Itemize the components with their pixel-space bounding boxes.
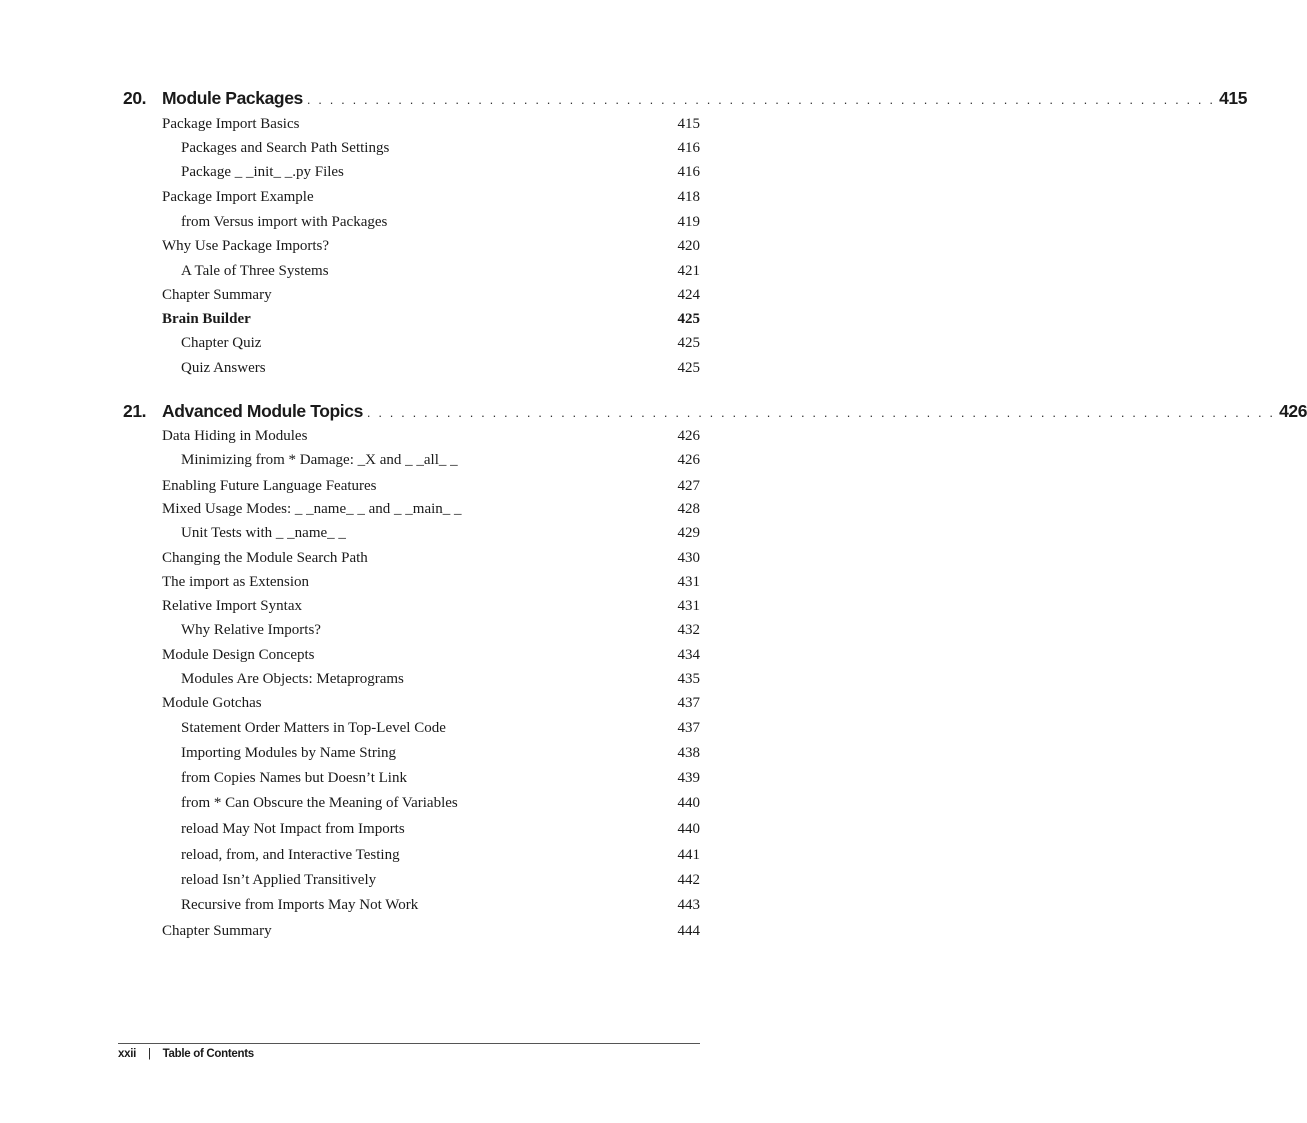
entry-label: Chapter Summary — [162, 287, 272, 303]
entry-page: 421 — [677, 263, 700, 279]
entry-label: Module Design Concepts — [162, 647, 315, 663]
toc-entry[interactable] — [162, 694, 700, 712]
chapter-heading[interactable] — [123, 88, 1248, 109]
chapter-heading[interactable] — [123, 401, 1307, 422]
entry-label: Recursive from Imports May Not Work — [181, 897, 419, 913]
entry-label: Packages and Search Path Settings — [181, 140, 390, 156]
chapter-page: 426 — [1279, 401, 1307, 421]
dot-leader: . . . . . . . . . . . . . . . . . . . . . . . . . . . . . . . . . . . . . . . . . . . . . . . . . . . . . . . . . . . . . . . . . . . . . . . . . . . . . . . . — [306, 92, 1216, 107]
toc-entry[interactable] — [181, 719, 700, 737]
entry-label: A Tale of Three Systems — [181, 263, 329, 279]
entry-page: 429 — [677, 525, 700, 541]
toc-entry[interactable] — [181, 451, 700, 469]
entry-label: Why Relative Imports? — [181, 622, 321, 638]
entry-label: from Copies Names but Doesn’t Link — [181, 770, 407, 786]
toc-entry[interactable] — [162, 477, 700, 495]
chapter-page: 415 — [1219, 88, 1248, 108]
toc-entry[interactable] — [181, 139, 700, 157]
entry-label: Brain Builder — [162, 311, 251, 327]
entry-page: 419 — [677, 214, 700, 230]
entry-label: Package Import Basics — [162, 116, 300, 132]
entry-page: 439 — [677, 770, 700, 786]
dot-leader: . . . . . . . . . . . . . . . . . . . . . . . . . . . . . . . . . . . . . . . . . . . . . . . . . . . . . . . . . . . . . . . . . . . . . . . . . . . . . . . . — [366, 405, 1276, 420]
footer-separator: | — [147, 1048, 151, 1060]
toc-entry[interactable] — [181, 359, 700, 377]
entry-page: 440 — [677, 795, 700, 811]
entry-page: 425 — [677, 360, 700, 376]
entry-page: 432 — [677, 622, 700, 638]
entry-label: Package _ _init_ _.py Files — [181, 164, 344, 180]
entry-page: 444 — [677, 923, 700, 939]
entry-label: Relative Import Syntax — [162, 598, 302, 614]
entry-label: reload Isn’t Applied Transitively — [181, 872, 377, 888]
entry-page: 442 — [677, 872, 700, 888]
entry-label: Chapter Quiz — [181, 335, 262, 351]
entry-page: 431 — [677, 598, 700, 614]
entry-page: 416 — [677, 164, 700, 180]
toc-entry[interactable] — [162, 115, 700, 133]
footer-rule — [118, 1043, 700, 1044]
entry-label: The import as Extension — [162, 574, 310, 590]
entry-label: Modules Are Objects: Metaprograms — [181, 671, 404, 687]
toc-entry[interactable] — [181, 871, 700, 889]
entry-label: Data Hiding in Modules — [162, 428, 308, 444]
entry-label: Enabling Future Language Features — [162, 478, 377, 494]
entry-page: 431 — [677, 574, 700, 590]
toc-entry[interactable] — [181, 794, 700, 812]
toc-entry[interactable] — [181, 334, 700, 352]
entry-page: 441 — [677, 847, 700, 863]
toc-entry[interactable] — [162, 310, 700, 328]
entry-page: 438 — [677, 745, 700, 761]
entry-page: 427 — [677, 478, 700, 494]
entry-label: Package Import Example — [162, 189, 314, 205]
entry-page: 443 — [677, 897, 700, 913]
entry-label: Why Use Package Imports? — [162, 238, 330, 254]
toc-entry[interactable] — [162, 646, 700, 664]
toc-entry[interactable] — [162, 237, 700, 255]
entry-label: reload, from, and Interactive Testing — [181, 847, 400, 863]
toc-entry[interactable] — [181, 670, 700, 688]
entry-label: Changing the Module Search Path — [162, 550, 368, 566]
toc-entry[interactable] — [162, 549, 700, 567]
entry-label: Statement Order Matters in Top-Level Code — [181, 720, 446, 736]
toc-entry[interactable] — [181, 896, 700, 914]
footer-section-title: Table of Contents — [162, 1048, 254, 1060]
entry-label: Minimizing from * Damage: _X and _ _all_ _ — [181, 452, 458, 468]
entry-label: from Versus import with Packages — [181, 214, 388, 230]
entry-page: 426 — [677, 452, 700, 468]
entry-page: 437 — [677, 720, 700, 736]
entry-label: from * Can Obscure the Meaning of Variables — [181, 795, 458, 811]
toc-entry[interactable] — [181, 621, 700, 639]
chapter-number: 20. — [123, 88, 147, 108]
entry-page: 420 — [677, 238, 700, 254]
toc-entry[interactable] — [162, 922, 700, 940]
toc-entry[interactable] — [181, 769, 700, 787]
toc-entry[interactable] — [162, 573, 700, 591]
toc-entry[interactable] — [181, 846, 700, 864]
toc-entry[interactable] — [181, 744, 700, 762]
entry-page: 425 — [677, 335, 700, 351]
entry-page: 418 — [677, 189, 700, 205]
page-footer — [118, 1048, 254, 1060]
entry-page: 430 — [677, 550, 700, 566]
entry-page: 415 — [677, 116, 700, 132]
chapter-number: 21. — [123, 401, 147, 421]
toc-entry[interactable] — [181, 262, 700, 280]
entry-label: Quiz Answers — [181, 360, 266, 376]
entry-page: 437 — [677, 695, 700, 711]
entry-label: reload May Not Impact from Imports — [181, 821, 405, 837]
toc-entry[interactable] — [181, 213, 700, 231]
entry-label: Mixed Usage Modes: _ _name_ _ and _ _main_ _ — [162, 501, 462, 517]
toc-entry[interactable] — [162, 500, 700, 518]
entry-page: 425 — [677, 311, 700, 327]
entry-page: 426 — [677, 428, 700, 444]
entry-label: Importing Modules by Name String — [181, 745, 396, 761]
entry-page: 440 — [677, 821, 700, 837]
toc-entry[interactable] — [162, 286, 700, 304]
toc-entry[interactable] — [162, 597, 700, 615]
toc-entry[interactable] — [181, 524, 700, 542]
footer-page-number: xxii — [118, 1048, 136, 1060]
toc-entry[interactable] — [162, 188, 700, 206]
chapter-title: Module Packages — [162, 88, 303, 108]
toc-entry[interactable] — [181, 163, 700, 181]
entry-label: Module Gotchas — [162, 695, 262, 711]
toc-entry[interactable] — [181, 820, 700, 838]
entry-label: Unit Tests with _ _name_ _ — [181, 525, 346, 541]
entry-page: 428 — [677, 501, 700, 517]
entry-label: Chapter Summary — [162, 923, 272, 939]
entry-page: 435 — [677, 671, 700, 687]
toc-entry[interactable] — [162, 427, 700, 445]
chapter-title: Advanced Module Topics — [162, 401, 363, 421]
entry-page: 424 — [677, 287, 700, 303]
entry-page: 416 — [677, 140, 700, 156]
entry-page: 434 — [677, 647, 700, 663]
